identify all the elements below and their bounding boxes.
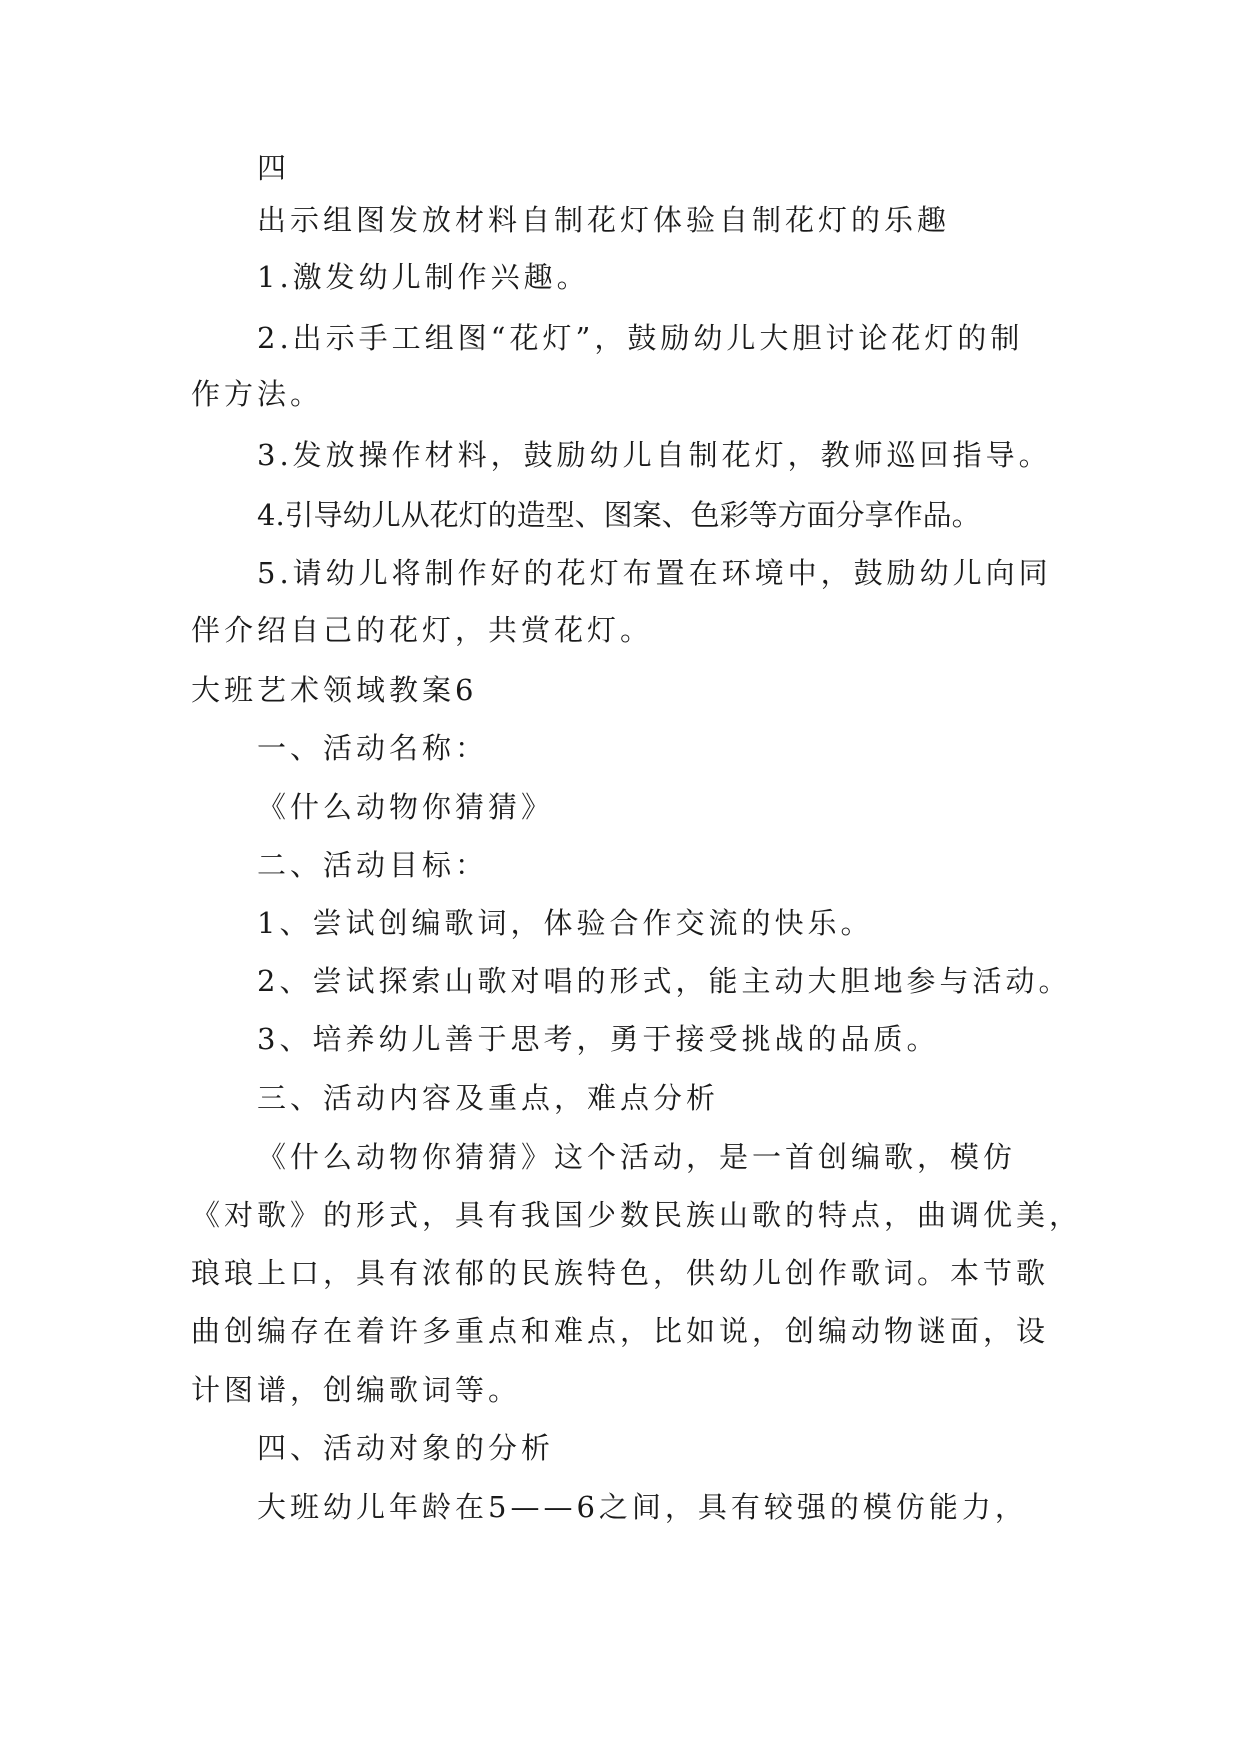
activity-goals-heading: 二、活动目标： <box>257 848 489 882</box>
step-3: 3.发放操作材料，鼓励幼儿自制花灯，教师巡回指导。 <box>257 438 1052 472</box>
step-5-continued: 伴介绍自己的花灯，共赏花灯。 <box>191 613 654 647</box>
activity-name: 《什么动物你猜猜》 <box>257 790 555 824</box>
goal-3: 3、培养幼儿善于思考，勇于接受挑战的品质。 <box>257 1022 940 1056</box>
step-2-continued: 作方法。 <box>191 377 324 411</box>
step-1: 1.激发幼儿制作兴趣。 <box>257 260 590 294</box>
audience-analysis-heading: 四、活动对象的分析 <box>257 1431 555 1465</box>
goal-2: 2、尝试探索山歌对唱的形式，能主动大胆地参与活动。 <box>257 964 1072 998</box>
content-analysis-heading: 三、活动内容及重点，难点分析 <box>257 1081 720 1115</box>
analysis-paragraph-line-4: 曲创编存在着许多重点和难点，比如说，创编动物谜面，设 <box>191 1314 1050 1348</box>
analysis-paragraph-line-2: 《对歌》的形式，具有我国少数民族山歌的特点，曲调优美， <box>191 1198 1083 1232</box>
audience-paragraph-line-1: 大班幼儿年龄在5——6之间，具有较强的模仿能力， <box>257 1490 1028 1524</box>
analysis-paragraph-line-3: 琅琅上口，具有浓郁的民族特色，供幼儿创作歌词。本节歌 <box>191 1256 1050 1290</box>
step-5: 5.请幼儿将制作好的花灯布置在环境中，鼓励幼儿向同 <box>257 556 1052 590</box>
lesson-title: 大班艺术领域教案6 <box>191 673 478 707</box>
goal-1: 1、尝试创编歌词，体验合作交流的快乐。 <box>257 906 874 940</box>
step-4: 4.引导幼儿从花灯的造型、图案、色彩等方面分享作品。 <box>257 498 981 532</box>
step-2: 2.出示手工组图“花灯”，鼓励幼儿大胆讨论花灯的制 <box>257 321 1024 355</box>
analysis-paragraph-line-1: 《什么动物你猜猜》这个活动，是一首创编歌，模仿 <box>257 1140 1017 1174</box>
activity-name-heading: 一、活动名称： <box>257 731 489 765</box>
section-number: 四 <box>257 151 287 185</box>
section-heading: 出示组图发放材料自制花灯体验自制花灯的乐趣 <box>257 203 951 237</box>
analysis-paragraph-line-5: 计图谱，创编歌词等。 <box>191 1373 522 1407</box>
